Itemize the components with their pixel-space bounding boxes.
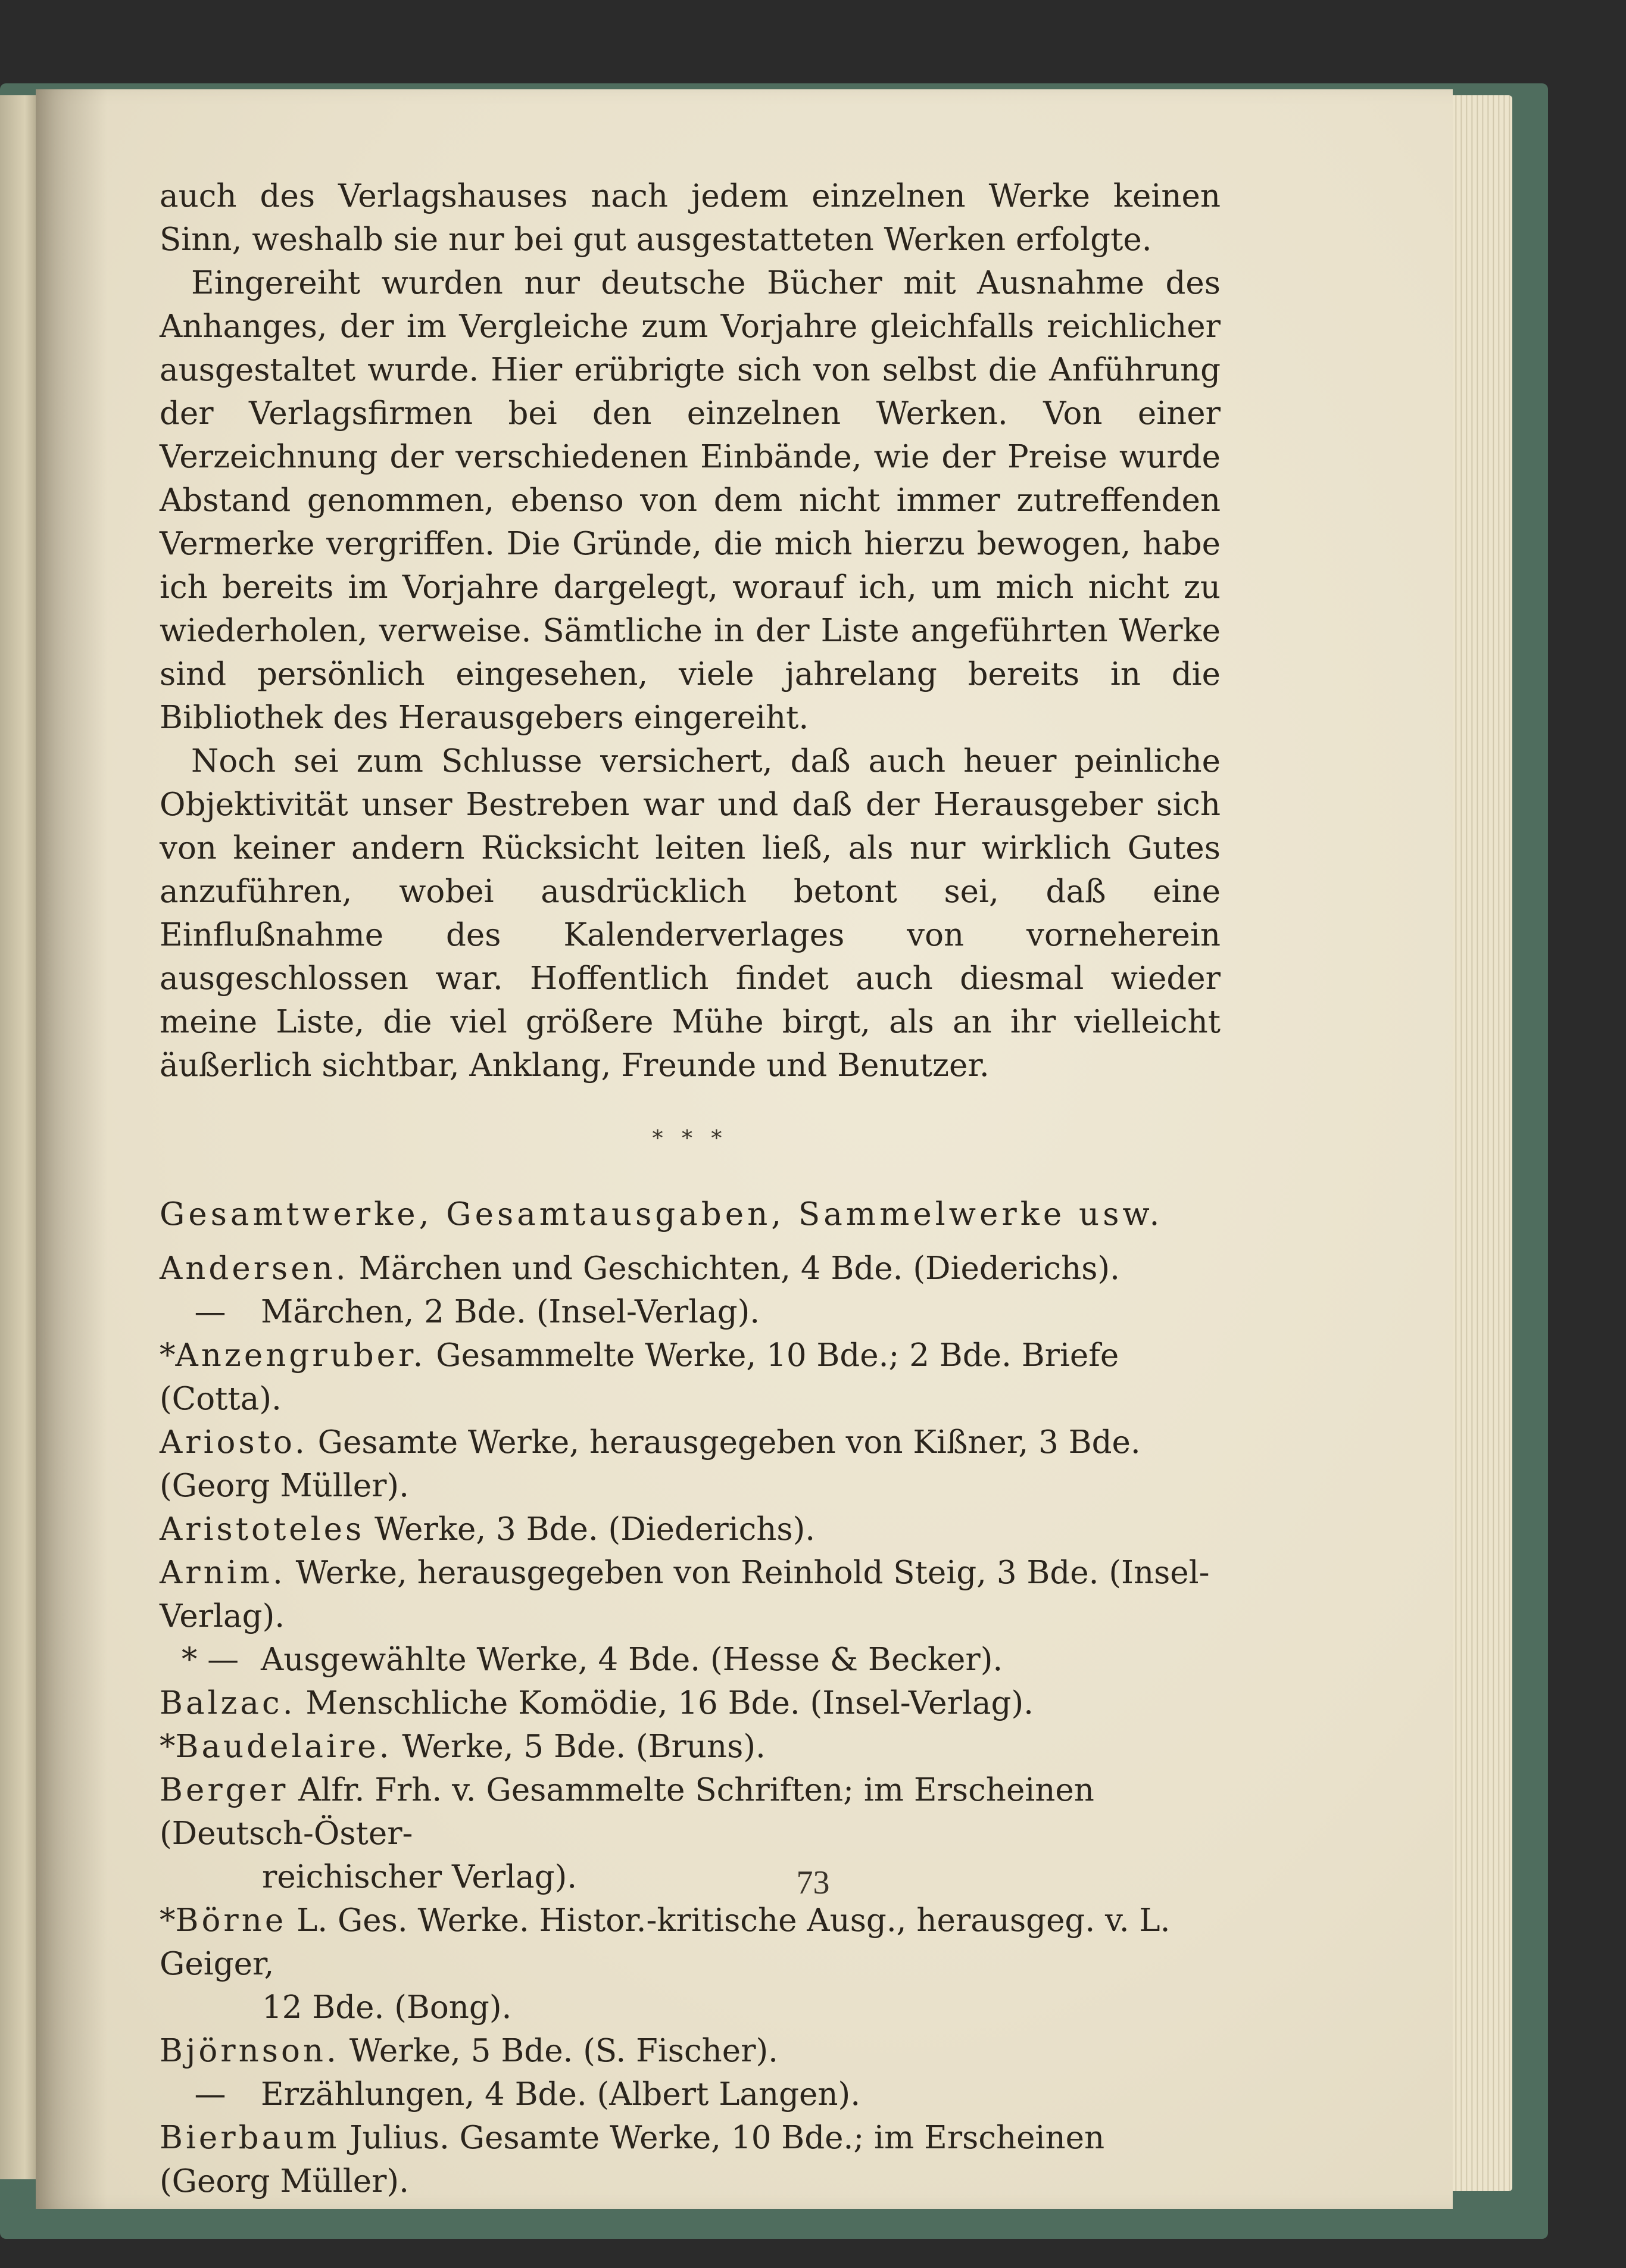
entry-text: Menschliche Komödie, 16 Bde. (Insel-Verlag). — [305, 1685, 1034, 1721]
bibliography-list — [160, 1247, 1221, 2203]
entry-text: Märchen und Geschichten, 4 Bde. (Diederichs). — [358, 1250, 1120, 1287]
entry-author: Aristoteles — [160, 1511, 365, 1548]
entry-line — [160, 1508, 1221, 1551]
entry-line — [160, 1638, 1221, 1681]
intro-text — [160, 174, 1221, 1087]
bibliography-entry — [160, 1247, 1221, 1290]
bibliography-entry — [160, 1421, 1221, 1508]
paragraph: Eingereiht wurden nur deutsche Bücher mit Ausnahme des Anhanges, der im Vergleiche zum Vorjahre gleichfalls reichlicher ausgestaltet wurde. Hier erübrigte sich von selbst die Anführung der Verlagsfirmen bei den einzelnen Werken. Von einer Verzeichnung der verschiedenen Einbände, wie der Preise wurde Abstand genommen, ebenso von dem nicht immer zutreffenden Vermerke vergriffen. Die Gründe, die mich hierzu bewogen, habe ich bereits im Vorjahre dargelegt, worauf ich, um mich nicht zu wiederholen, verweise. Sämtliche in der Liste angeführten Werke sind persönlich eingesehen, viele jahrelang bereits in die Bibliothek des Herausgebers eingereiht. — [160, 265, 1221, 736]
entry-line — [160, 1551, 1221, 1638]
bibliography-entry — [160, 1290, 1221, 1334]
entry-text: Alfr. Frh. v. Gesammelte Schriften; im Erscheinen (Deutsch-Öster- — [160, 1772, 1094, 1852]
bibliography-entry — [160, 1334, 1221, 1421]
bibliography-entry — [160, 2029, 1221, 2073]
page-number: 73 — [796, 1864, 830, 1901]
entry-line — [160, 1725, 1221, 1768]
entry-text: Julius. Gesamte Werke, 10 Bde.; im Erscheinen (Georg Müller). — [160, 2120, 1105, 2200]
entry-text: Gesammelte Werke, 10 Bde.; 2 Bde. Briefe (Cotta). — [160, 1337, 1119, 1417]
entry-text: Werke, herausgegeben von Reinhold Steig, 3 Bde. (Insel-Verlag). — [160, 1555, 1210, 1634]
entry-text: Märchen, 2 Bde. (Insel-Verlag). — [261, 1294, 760, 1330]
entry-prefix: — — [194, 1294, 226, 1330]
entry-author: Ariosto. — [160, 1424, 308, 1461]
entry-line — [160, 2116, 1221, 2203]
bibliography-entry — [160, 1508, 1221, 1551]
bibliography-entry — [160, 1638, 1221, 1681]
bibliography-entry — [160, 1725, 1221, 1768]
section-separator: * * * — [652, 1127, 728, 1151]
entry-text: Werke, 5 Bde. (S. Fischer). — [349, 2033, 779, 2069]
entry-line — [160, 1247, 1221, 1290]
bibliography-entry — [160, 1681, 1221, 1725]
entry-author: Balzac. — [160, 1685, 296, 1721]
entry-author: Arnim. — [160, 1555, 286, 1591]
entry-text: Werke, 3 Bde. (Diederichs). — [374, 1511, 816, 1548]
entry-text: Ausgewählte Werke, 4 Bde. (Hesse & Becker). — [261, 1642, 1003, 1678]
entry-author: Andersen. — [160, 1250, 349, 1287]
paragraph: Noch sei zum Schlusse versichert, daß auch heuer peinliche Objektivität unser Bestreben war und daß der Herausgeber sich von keiner andern Rücksicht leiten ließ, als nur wirklich Gutes anzuführen, wobei ausdrücklich betont sei, daß eine Einflußnahme des Kalenderverlages von vorneherein ausgeschlossen war. Hoffentlich findet auch diesmal wieder meine Liste, die viel größere Mühe birgt, als an ihr vielleicht äußerlich sichtbar, Anklang, Freunde und Benutzer. — [160, 743, 1221, 1084]
bibliography-entry — [160, 2116, 1221, 2203]
entry-line — [160, 1290, 1221, 1334]
paragraph: auch des Verlagshauses nach jedem einzelnen Werke keinen Sinn, weshalb sie nur bei gut ausgestatteten Werken erfolgte. — [160, 178, 1221, 258]
entry-prefix: * — — [181, 1642, 239, 1678]
entry-prefix: — — [194, 2076, 226, 2113]
entry-continuation: reichischer Verlag). — [262, 1859, 578, 1895]
entry-author: Björnson. — [160, 2033, 339, 2069]
entry-text: Werke, 5 Bde. (Bruns). — [402, 1729, 766, 1765]
entry-line — [160, 2073, 1221, 2116]
entry-line — [160, 1334, 1221, 1421]
entry-prefix: * — [160, 1729, 176, 1765]
entry-prefix: * — [160, 1902, 176, 1939]
entry-author: Börne — [175, 1902, 287, 1939]
entry-line — [160, 1421, 1221, 1508]
bibliography-entry — [160, 1551, 1221, 1638]
entry-author: Anzengruber. — [175, 1337, 426, 1374]
entry-line — [160, 1681, 1221, 1725]
entry-author: Bierbaum — [160, 2120, 340, 2156]
entry-text: Gesamte Werke, herausgegeben von Kißner, 3 Bde. (Georg Müller). — [160, 1424, 1141, 1504]
bibliography-entry — [160, 1899, 1221, 2029]
entry-author: Baudelaire. — [175, 1729, 392, 1765]
entry-continuation: 12 Bde. (Bong). — [262, 1989, 512, 2026]
section-heading: Gesamtwerke, Gesamtausgaben, Sammelwerke usw. — [160, 1196, 1163, 1233]
entry-text: Erzählungen, 4 Bde. (Albert Langen). — [261, 2076, 861, 2113]
entry-text: L. Ges. Werke. Histor.-kritische Ausg., herausgeg. v. L. Geiger, — [160, 1902, 1171, 1982]
bibliography-entry — [160, 2073, 1221, 2116]
entry-line — [160, 1899, 1221, 1986]
entry-line — [160, 1768, 1221, 1855]
entry-author: Berger — [160, 1772, 289, 1808]
entry-line — [160, 2029, 1221, 2073]
entry-prefix: * — [160, 1337, 176, 1374]
